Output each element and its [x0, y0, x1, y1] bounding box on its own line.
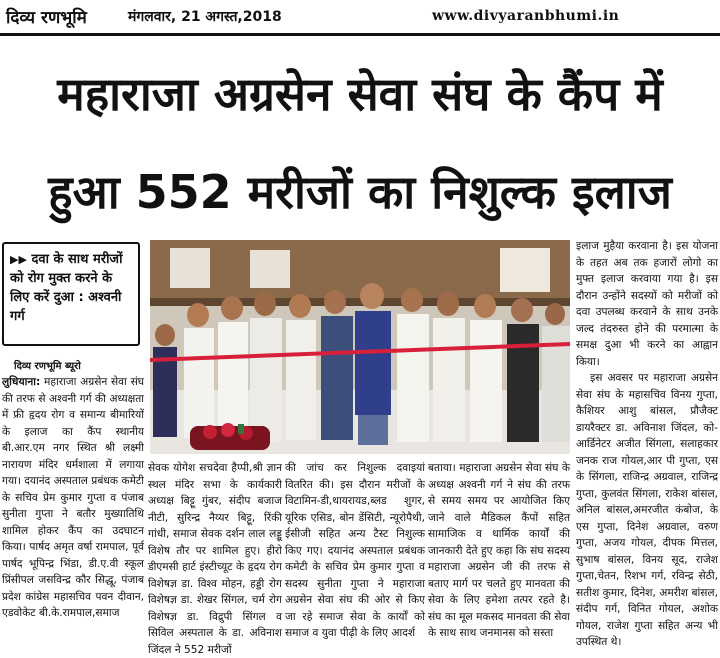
article-column-2	[148, 460, 282, 656]
headline-line-1: महाराजा अग्रसेन सेवा संघ के कैंप में	[57, 67, 663, 121]
subheading-box	[2, 242, 140, 346]
masthead	[0, 0, 720, 32]
ribbon-cutting-photo	[150, 240, 570, 454]
byline: दिव्य रणभूमि ब्यूरो	[14, 361, 81, 372]
double-arrow-icon: ▶▶	[10, 253, 27, 266]
newspaper-name: दिव्य रणभूमि	[6, 8, 87, 28]
dateline: लुधियाना:	[2, 376, 41, 388]
masthead-divider	[0, 33, 720, 36]
column-5-paragraph-2: इस अवसर पर महाराजा अग्रसेन सेवा संघ के महासचिव विनय गुप्ता, कैशियर आशु बांसल, प्रौजैक्ट डायरैक्टर डा. अविनाश जिंदल, को-आर्डिनेटर अजीत सिंगला, सलाहकार जनक राज गोयल,आर पी गुप्ता, एस के सिंगला, राजिन्द्र अग्रवाल, राजिन्द्र गुप्ता, कुलवंत सिंगला, राकेश बांसल, अनिल बांसल,अमरजीत कंबोज, के एस गुप्ता, दिनेश अग्रवाल, वरुण गुप्ता, अजय गोयल, दीपक मित्तल, सुभाष बांसल, विनय सूद, राजेश गुप्ता,चेतन, रिशभ गर्ग, रविन्द्र सेठी, सतीश कुमार, दिनेश, अमरीश बांसल, संदीप गर्ग, विनित गोयल, अशोक गोयल, राजेश गुप्ता सहित अन्य भी उपस्थित थे।	[576, 372, 718, 648]
headline-line-2: हुआ 552 मरीजों का निशुल्क इलाज	[48, 165, 672, 219]
column-1-text: महाराजा अग्रसेन सेवा संघ की तरफ से अश्वनी गर्ग की अध्यक्षता में फ्री हृदय रोग व समान्य बीमारियों के इलाज का कैंप स्थानीय बी.आर.एम नगर स्थित श्री लक्ष्मी नारायण मंदिर धर्मशाला में लगाया गया। दयानंद अस्पताल प्रबंधक कमेटी के सचिव प्रेम कुमार गुप्ता व पंजाब सुनीता गुप्ता ने बतौर मुख्यातिथि शामिल होकर कैंप का उदघाटन किया। पार्षद अमृत वर्षा रामपाल, पूर्व पार्षद भूपिन्द्र भिंडा, डी.ए.वी स्कूल प्रिंसीपल जसविन्द्र कौर सिद्धू, पंजाब प्रदेश कांग्रेस महासचिव पवन दीवान, एडवोकेट बी.के.रामपाल,समाज	[2, 376, 144, 619]
article-column-5	[576, 238, 718, 648]
news-photo	[150, 240, 570, 454]
website-url[interactable]: www.divyaranbhumi.in	[432, 8, 620, 24]
column-4-text: बताया। महाराजा अग्रसेन सेवा संघ के अध्यक्ष अश्वनी गर्ग ने संघ की तरफ से समय समय पर आयोजित किए जाने वाले मैडिकल कैंपों सहित सामाजिक व धार्मिक कार्यों की जानकारी देते हुए कहा कि संघ सदस्य महाराजा अग्रसेन जी की तरफ से बताए मार्ग पर चलते हुए मानवता की सेवा के लिए हमेशा तत्पर रहते है। संघ का मूल मकसद मानवता की सेवा के साथ साथ जनमानस को सस्ता	[428, 462, 570, 639]
article-column-1	[2, 374, 144, 642]
column-3-text: की जांच कर निशुल्क दवाइयां वितरित की। इस दौरान मरीजों के विटामिन-डी,थायरायड,ब्लड शुगर, यूरिक एसिड, बोन डेंसिटी, न्यूरोपैथी, ईसीजी सहित अन्य टैस्ट निशुल्क किए गए। दयानंद अस्पताल प्रबंधक कमेटी के सचिव प्रेम कुमार गुप्ता व सदस्य सुनीता गुप्ता ने महाराजा अग्रसेन सेवा संघ की ओर से किए जा रहे समाज सेवा के कार्यों को समाज व युवा पीढ़ी के लिए आदर्श	[285, 462, 425, 639]
subheading-text: दवा के साथ मरीजों को रोग मुक्त करने के लिए करें दुआ : अश्वनी गर्ग	[10, 252, 123, 324]
article-column-3	[285, 460, 425, 642]
column-2-text: सेवक योगेश सचदेवा हैप्पी,श्री ज्ञान स्थल मंदिर सभा के कार्यकारी अध्यक्ष बिट्टू गुंबर, संदीप बजाज नीटी, सुरिन्द्र नैय्यर बिट्टू, रिंकी गांधी, समाज सेवक दर्शन लाल लड्डू विशेष तौर पर शामिल हुए। हीरो डीएमसी हार्ट इंस्टीच्यूट के हृदय रोग विशेषज्ञ डा. विश्व मोहन, हड्डी रोग विशेषज्ञ डा. शेखर सिंगल, चर्म रोग विशेषज्ञ डा. विद्रुपी सिंगल व सिविल अस्पताल के डा. अविनाश जिंदल ने 552 मरीजों	[148, 462, 282, 656]
column-5-paragraph-1: इलाज मुहैया करवाना है। इस योजना के तहत अब तक हजारों लोगो का मुफ्त इलाज करवाया गया है। इस दौरान उन्होंने सदस्यों को मरीजों को दवा उपलब्ध करवाने के साथ उनके जल्द तंदरुस्त होने की परमात्मा के समक्ष दुआ भी करने का आह्वान किया।	[576, 240, 718, 368]
article-column-4	[428, 460, 570, 642]
issue-date: मंगलवार, 21 अगस्त,2018	[128, 9, 282, 25]
